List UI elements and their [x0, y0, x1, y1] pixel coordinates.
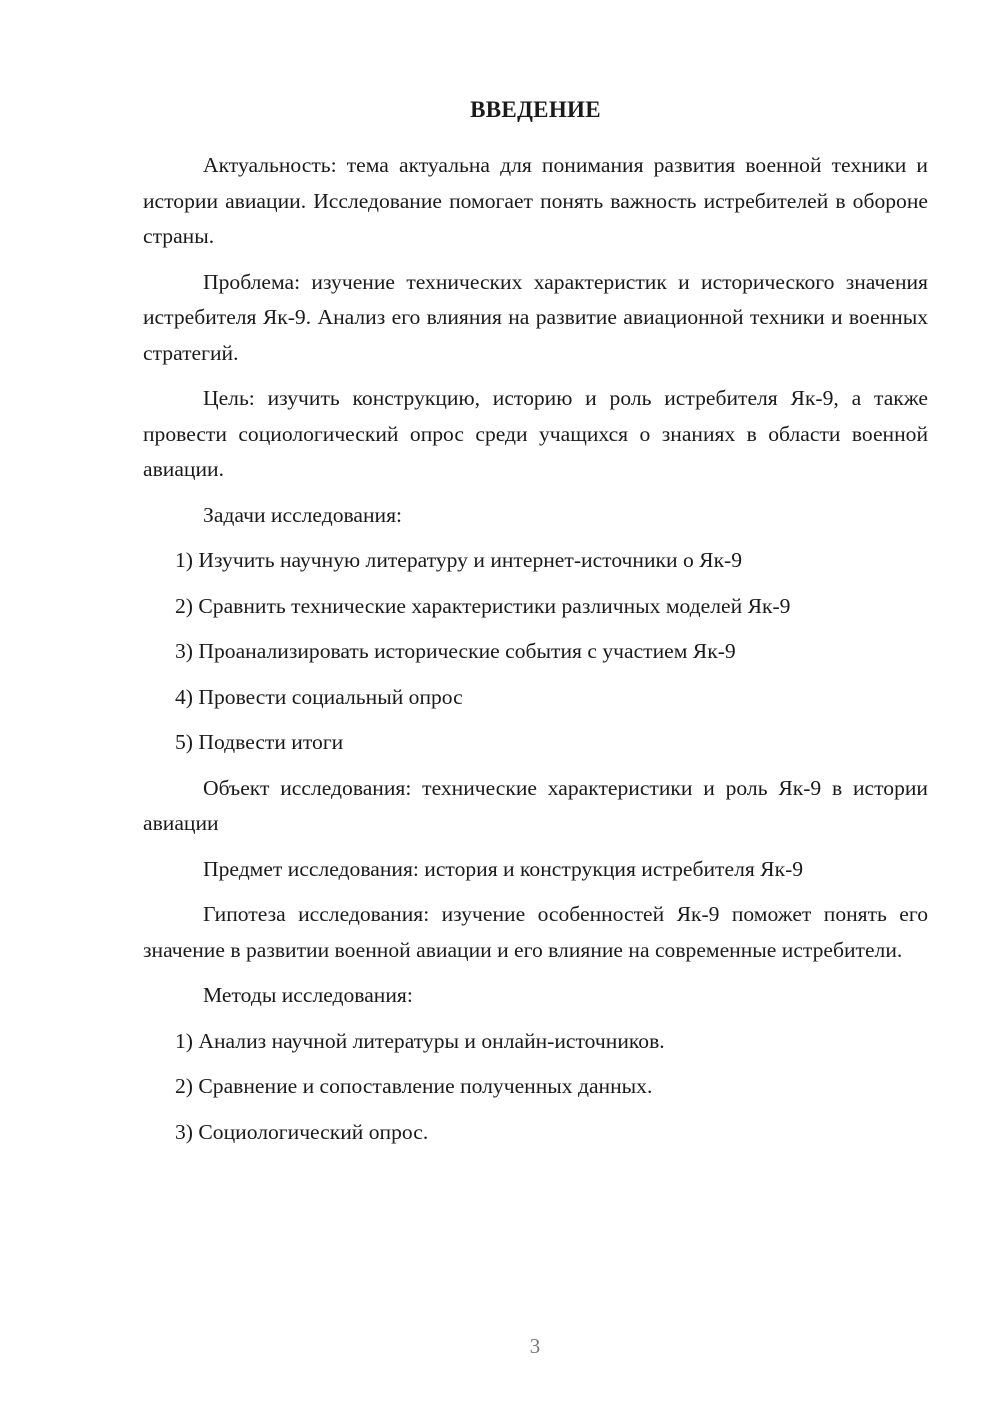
- list-item: 2) Сравнение и сопоставление полученных данных.: [175, 1074, 653, 1098]
- object-paragraph: Объект исследования: технические характеристики и роль Як-9 в истории авиации: [143, 775, 928, 835]
- list-item: 3) Социологический опрос.: [175, 1119, 429, 1144]
- tasks-heading: Задачи исследования:: [203, 502, 403, 527]
- page-content: [143, 92, 928, 1160]
- list-item: 1) Анализ научной литературы и онлайн-источников.: [175, 1028, 665, 1053]
- tasks-list: [143, 543, 928, 761]
- relevance-paragraph: Актуальность: тема актуальна для понимания развития военной техники и истории авиации. Исследование помогает понять важность истребителей в обороне страны.: [143, 153, 928, 248]
- list-item: 4) Провести социальный опрос: [175, 684, 463, 709]
- problem-paragraph: Проблема: изучение технических характеристик и исторического значения истребителя Як-9. Анализ его влияния на развитие авиационной техники и военных стратегий.: [143, 269, 928, 365]
- list-item: 3) Проанализировать исторические события с участием Як-9: [175, 639, 736, 663]
- goal-paragraph: Цель: изучить конструкцию, историю и роль истребителя Як-9, а также провести социологический опрос среди учащихся о знаниях в области военной авиации.: [143, 386, 928, 481]
- methods-list: [143, 1024, 928, 1151]
- subject-paragraph: Предмет исследования: история и конструкция истребителя Як-9: [203, 856, 804, 881]
- list-item: 1) Изучить научную литературу и интернет-источники о Як-9: [175, 548, 743, 572]
- list-item: 2) Сравнить технические характеристики различных моделей Як-9: [175, 593, 791, 618]
- page-title: ВВЕДЕНИЕ: [470, 97, 601, 122]
- list-item: 5) Подвести итоги: [175, 730, 344, 754]
- hypothesis-paragraph: Гипотеза исследования: изучение особенностей Як-9 поможет понять его значение в развитии военной авиации и его влияние на современные истребители.: [143, 902, 928, 962]
- page-number: 3: [529, 1334, 541, 1358]
- methods-heading: Методы исследования:: [203, 983, 413, 1007]
